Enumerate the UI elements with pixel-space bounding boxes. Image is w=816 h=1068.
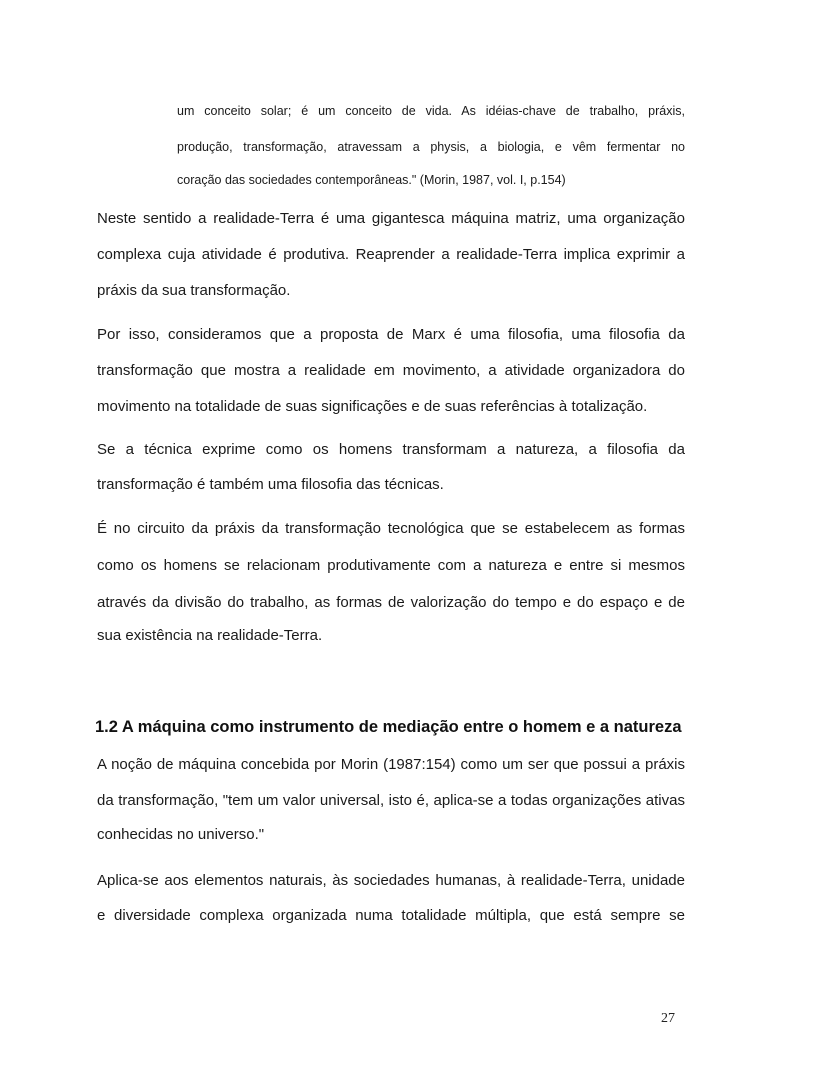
paragraph-line: Se a técnica exprime como os homens transformam a natureza, a filosofia da <box>97 441 685 458</box>
paragraph-line: e diversidade complexa organizada numa totalidade múltipla, que está sempre se <box>97 907 685 924</box>
paragraph-line: sua existência na realidade-Terra. <box>97 627 323 644</box>
section-heading: 1.2 A máquina como instrumento de mediação entre o homem e a natureza <box>95 718 682 736</box>
paragraph-line: movimento na totalidade de suas significações e de suas referências à totalização. <box>97 398 648 415</box>
quote-line: produção, transformação, atravessam a physis, a biologia, e vêm fermentar no <box>177 140 685 154</box>
paragraph-line: Por isso, consideramos que a proposta de Marx é uma filosofia, uma filosofia da <box>97 326 685 343</box>
paragraph-line: É no circuito da práxis da transformação tecnológica que se estabelecem as formas <box>97 520 685 537</box>
paragraph-line: Aplica-se aos elementos naturais, às sociedades humanas, à realidade-Terra, unidade <box>97 872 685 889</box>
paragraph-line: transformação é também uma filosofia das técnicas. <box>97 476 444 493</box>
quote-line: coração das sociedades contemporâneas." (Morin, 1987, vol. I, p.154) <box>177 173 566 187</box>
paragraph-line: conhecidas no universo." <box>97 826 265 843</box>
page-number: 27 <box>661 1011 675 1026</box>
paragraph-line: práxis da sua transformação. <box>97 282 291 299</box>
paragraph-line: como os homens se relacionam produtivamente com a natureza e entre si mesmos <box>97 557 685 574</box>
paragraph-line: complexa cuja atividade é produtiva. Reaprender a realidade-Terra implica exprimir a <box>97 246 685 263</box>
quote-line: um conceito solar; é um conceito de vida. As idéias-chave de trabalho, práxis, <box>177 104 685 118</box>
paragraph-line: Neste sentido a realidade-Terra é uma gigantesca máquina matriz, uma organização <box>97 210 685 227</box>
paragraph-line: A noção de máquina concebida por Morin (1987:154) como um ser que possui a práxis <box>97 756 685 773</box>
paragraph-line: da transformação, "tem um valor universal, isto é, aplica-se a todas organizações ativas <box>97 792 685 809</box>
paragraph-line: através da divisão do trabalho, as formas de valorização do tempo e do espaço e de <box>97 594 685 611</box>
paragraph-line: transformação que mostra a realidade em movimento, a atividade organizadora do <box>97 362 685 379</box>
